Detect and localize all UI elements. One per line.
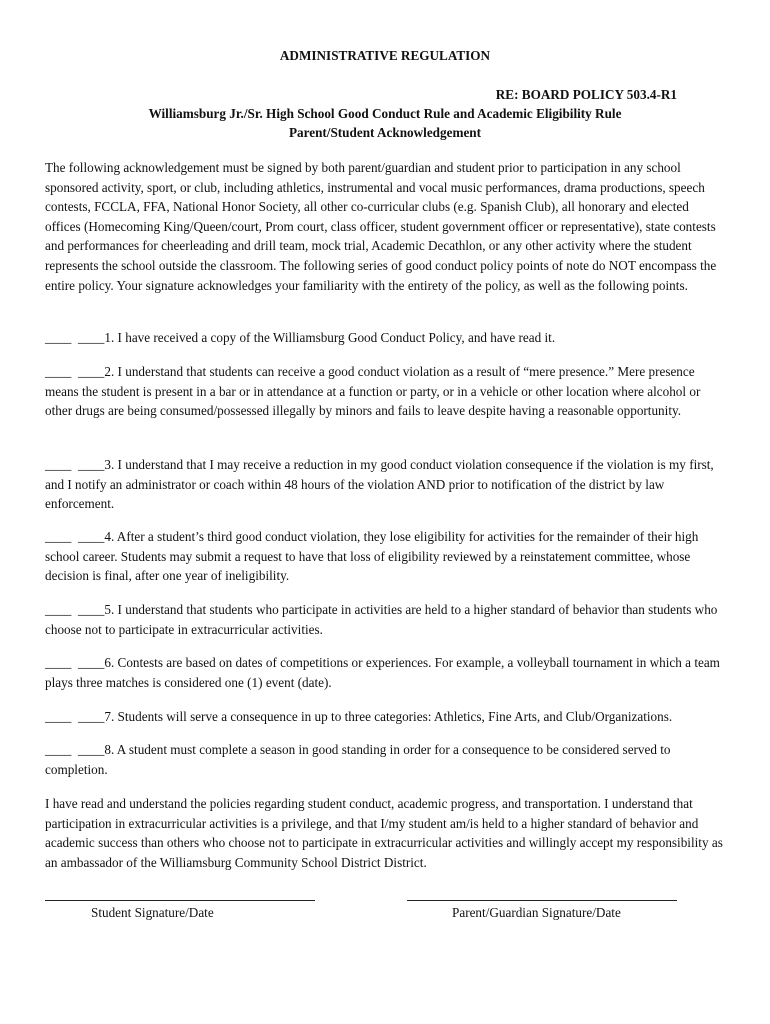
document-subtitle-acknowledgement: Parent/Student Acknowledgement bbox=[288, 125, 482, 140]
parent-signature-label: Parent/Guardian Signature/Date bbox=[452, 905, 621, 920]
ack-item-text: 6. Contests are based on dates of competitions or experiences. For example, a volleyball tournament in which a team plays three matches is considered one (1) event (date). bbox=[45, 655, 720, 690]
initial-blanks: ____ ____ bbox=[45, 709, 105, 724]
ack-item-text: 2. I understand that students can receive a good conduct violation as a result of “mere presence.” Mere presence means the student is present in a bar or in attendance at a function or party, or in a vehicle or other location where alcohol or other drugs are being consumed/possessed illegally by minors and fails to leave despite having a reasonable opportunity. bbox=[45, 364, 701, 419]
initial-blanks: ____ ____ bbox=[45, 655, 105, 670]
ack-item-text: 5. I understand that students who participate in activities are held to a higher standard of behavior than students who choose not to participate in extracurricular activities. bbox=[45, 602, 718, 637]
ack-item-text: 7. Students will serve a consequence in up to three categories: Athletics, Fine Arts, and Club/Organizations. bbox=[104, 709, 673, 724]
ack-item-7 bbox=[45, 707, 727, 727]
student-signature-line[interactable] bbox=[45, 900, 315, 901]
ack-item-text: 3. I understand that I may receive a reduction in my good conduct violation consequence if the violation is my first, and I notify an administrator or coach within 48 hours of the violation AND prior to notification of the district by law enforcement. bbox=[45, 457, 714, 512]
ack-item-text: 4. After a student’s third good conduct violation, they lose eligibility for activities for the remainder of their high school career. Students may submit a request to have that loss of eligibility reviewed by a reinstatement committee, whose decision is final, after one year of ineligibility. bbox=[45, 529, 699, 584]
document-subtitle: Williamsburg Jr./Sr. High School Good Conduct Rule and Academic Eligibility Rule bbox=[148, 106, 622, 121]
parent-signature-line[interactable] bbox=[407, 900, 677, 901]
document-title: ADMINISTRATIVE REGULATION bbox=[279, 48, 491, 63]
student-signature-label: Student Signature/Date bbox=[91, 905, 214, 920]
ack-item-3 bbox=[45, 455, 727, 514]
ack-item-2 bbox=[45, 362, 727, 421]
ack-item-1 bbox=[45, 328, 727, 348]
initial-blanks: ____ ____ bbox=[45, 529, 105, 544]
ack-item-4 bbox=[45, 527, 727, 586]
initial-blanks: ____ ____ bbox=[45, 742, 105, 757]
ack-item-8 bbox=[45, 740, 727, 779]
initial-blanks: ____ ____ bbox=[45, 330, 105, 345]
initial-blanks: ____ ____ bbox=[45, 364, 105, 379]
ack-item-text: 8. A student must complete a season in good standing in order for a consequence to be considered served to completion. bbox=[45, 742, 671, 777]
closing-paragraph: I have read and understand the policies regarding student conduct, academic progress, and transportation. I understand that participation in extracurricular activities is a privilege, and that I/my student am/is held to a higher standard of behavior and academic success than others who choose not to participate in extracurricular activities and willingly accept my responsibility as an ambassador of the Williamsburg Community School District District. bbox=[45, 796, 723, 870]
policy-reference: RE: BOARD POLICY 503.4-R1 bbox=[495, 87, 677, 102]
intro-paragraph: The following acknowledgement must be signed by both parent/guardian and student prior to participation in any school sponsored activity, sport, or club, including athletics, instrumental and vocal music performances, drama productions, speech contests, FCCLA, FFA, National Honor Society, all other co-curricular clubs (e.g. Spanish Club), all honorary and elected offices (Homecoming King/Queen/court, Prom court, class officer, student government officer or representative), state contests and performances for cheerleading and drill team, mock trial, Academic Decathlon, or any other activity where the student represents the school outside the classroom. The following series of good conduct policy points of note do NOT encompass the entire policy. Your signature acknowledges your familiarity with the entirety of the policy, as well as the following points. bbox=[45, 160, 717, 293]
ack-item-6 bbox=[45, 653, 727, 692]
ack-item-text: 1. I have received a copy of the Williamsburg Good Conduct Policy, and have read it. bbox=[104, 330, 556, 345]
initial-blanks: ____ ____ bbox=[45, 602, 105, 617]
initial-blanks: ____ ____ bbox=[45, 457, 105, 472]
ack-item-5 bbox=[45, 600, 727, 639]
